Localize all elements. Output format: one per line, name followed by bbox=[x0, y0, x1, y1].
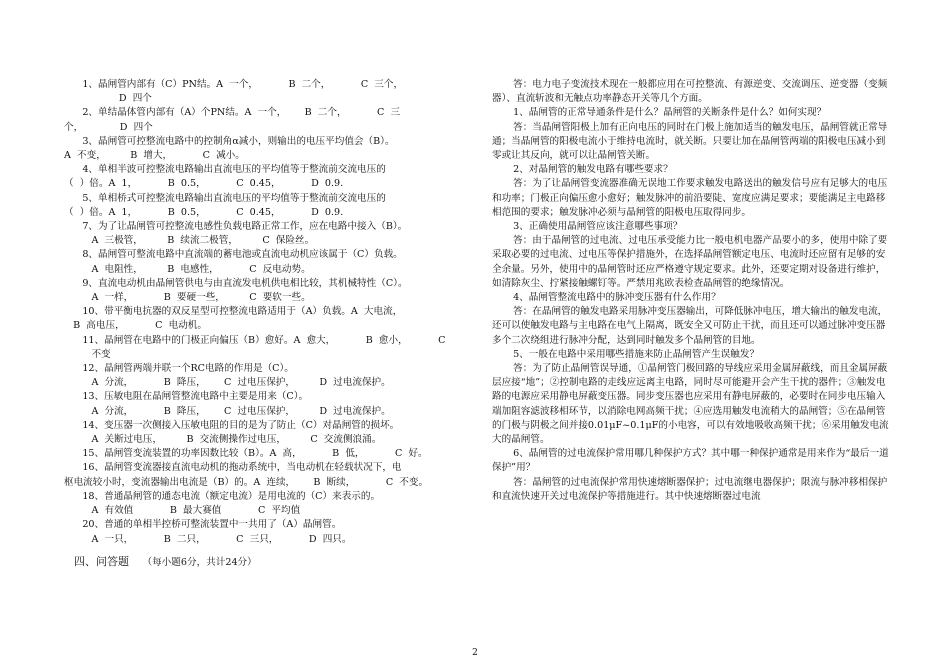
question-item: 3、晶闸管可控整流电路中的控制角α减小，则输出的电压平均值会（B）。 A 不变， B 增大， C 减小。 bbox=[64, 135, 395, 162]
answer-paragraph: 答：电力电子变流技术现在一般都应用在可控整流、有源逆变、交流调压、逆变器（变频器）、直流斩波和无触点功率静态开关等几个方面。 bbox=[492, 79, 888, 105]
question-item: 20、普通的单相半控桥可整流装置中一共用了（A）晶闸管。 A 一只， B 二只， C 三只， D 四只。 bbox=[82, 519, 352, 545]
question-item: 16、晶闸管变流器接直流电动机的拖动系统中，当电动机在轻载状况下，电 枢电流较小时，变流器输出电流是（B）的。A 连续， B 断续， C 不变。 bbox=[64, 462, 429, 488]
page-number: 2 bbox=[472, 648, 478, 658]
question-item: 4、单相半波可控整流电路输出直流电压的平均值等于整流前交流电压的 （ ）倍。A 1， B 0.5， C 0.45， D 0.9. bbox=[64, 164, 386, 190]
answer-paragraph: 答：当晶闸管阳极上加有正向电压的同时在门极上施加适当的触发电压，晶闸管就正常导通；当晶闸管的阳极电流小于维持电流时，就关断。只要让加在晶闸管两端的阳极电压减小到零或让其反向，就可以让晶闸管关断。 bbox=[492, 121, 888, 162]
question-paragraph: 6、晶闸管的过电流保护常用哪几种保护方式？其中哪一种保护通常是用来作为“最后一道保护”用？ bbox=[492, 448, 889, 474]
question-item: 9、直流电动机由晶闸管供电与由直流发电机供电相比较，其机械特性（C）。 A 一样， B 要硬一些， C 要软一些。 bbox=[82, 277, 408, 304]
answer-paragraph: 答：为了防止晶闸管误导通，①晶闸管门极回路的导线应采用金属屏蔽线，而且金属屏蔽层应接“地”；②控制电路的走线应远离主电路，同时尽可能避开会产生干扰的器件；③触发电路的电源应采用静电屏蔽变压器。同步变压器也应采用有静电屏蔽的，必要时在同步电压输入端加阻容滤波移相环节，以消除电网高频干扰；④应选用触发电流稍大的晶闸管；⑤在晶闸管的门极与阴极之间并接0.01μF~0.1μF的小电容，可以有效地吸收高频干扰；⑥采用触发电流大的晶闸管。 bbox=[492, 363, 889, 446]
section-heading bbox=[74, 555, 464, 570]
question-item: 8、晶闸管可整流电路中直流端的蓄电池或直流电动机应该属于（C）负载。 A 电阻性， B 电感性， C 反电动势。 bbox=[82, 249, 403, 275]
question-item: 13、压敏电阻在晶闸管整流电路中主要是用来（C）。 A 分流， B 降压， C 过电压保护， D 过电流保护。 bbox=[82, 391, 391, 417]
left-column bbox=[64, 78, 464, 570]
question-item: 12、晶闸管两端并联一个RC电路的作用是（C）。 A 分流， B 降压， C 过电压保护， D 过电流保护。 bbox=[82, 363, 391, 389]
question-item: 10、带平衡电抗器的双反星型可控整流电路适用于（A）负载。A 大电流， B 高电压， C 电动机。 bbox=[73, 306, 403, 332]
question-item: 11、晶闸管在电路中的门极正向偏压（B）愈好。A 愈大， B 愈小， C 不变 bbox=[82, 334, 446, 360]
question-item: 2、单结晶体管内部有（A）个PN结。A 一个， B 二个， C 三 个， D 四个 bbox=[64, 107, 401, 133]
question-item: 5、单相桥式可控整流电路输出直流电压的平均值等于整流前交流电压的 （ ）倍。A 1， B 0.5， C 0.45， D 0.9. bbox=[64, 192, 386, 218]
question-item: 1、晶闸管内部有（C）PN结。A 一个， B 二个， C 三个， D 四个 bbox=[82, 79, 404, 105]
section-note: （每小题6分，共计24分） bbox=[142, 556, 257, 568]
section-title: 四、问答题 bbox=[74, 554, 129, 568]
question-paragraph: 2、对晶闸管的触发电路有哪些要求？ bbox=[513, 164, 673, 176]
answer-paragraph: 答：在晶闸管的触发电路采用脉冲变压器输出，可降低脉冲电压，增大输出的触发电流，还可以使触发电路与主电路在电气上隔离，既安全又可防止干扰，而且还可以通过脉冲变压器多个二次绕组进行脉冲分配，达到同时触发多个晶闸管的目地。 bbox=[492, 306, 888, 346]
answer-paragraph: 答：为了让晶闸管变流器准确无误地工作要求触发电路送出的触发信号应有足够大的电压和功率；门极正向偏压愈小愈好；触发脉冲的前沿要陡、宽度应满足要求；要能满足主电路移相范围的要求；触发脉冲必须与晶闸管的阳极电压取得同步。 bbox=[492, 178, 888, 218]
answer-paragraph: 答：晶闸管的过电流保护常用快速熔断器保护；过电流继电器保护；限流与脉冲移相保护和直流快速开关过电流保护等措施进行。其中快速熔断器过电流 bbox=[492, 476, 888, 502]
question-item: 7、为了让晶闸管可控整流电感性负载电路正常工作，应在电路中接入（B）。 A 三极管， B 续流二极管， C 保险丝。 bbox=[82, 221, 408, 247]
question-paragraph: 5、一般在电路中采用哪些措施来防止晶闸管产生误触发？ bbox=[513, 348, 760, 360]
question-item: 15、晶闸管变流装置的功率因数比较（B）。A 高， B 低， C 好。 bbox=[64, 448, 428, 460]
question-paragraph: 4、晶闸管整流电路中的脉冲变压器有什么作用？ bbox=[513, 292, 721, 304]
question-paragraph: 1、晶闸管的正常导通条件是什么？晶闸管的关断条件是什么？如何实现？ bbox=[513, 107, 827, 119]
right-column bbox=[492, 78, 890, 504]
answer-paragraph: 答：由于晶闸管的过电流、过电压承受能力比一般电机电器产品要小的多，使用中除了要采取必要的过电流、过电压等保护措施外，在选择晶闸管额定电压、电流时还应留有足够的安全余量。另外，使用中的晶闸管时还应严格遵守规定要求。此外，还要定期对设备进行维护，如清除灰尘、拧紧接触螺钉等。严禁用兆欧表检查晶闸管的绝缘情况。 bbox=[492, 235, 888, 289]
question-item: 14、变压器一次侧接入压敏电阻的目的是为了防止（C）对晶闸管的损坏。 A 关断过电压， B 交流侧操作过电压， C 交流侧浪涌。 bbox=[82, 419, 400, 446]
question-paragraph: 3、正确使用晶闸管应该注意哪些事项？ bbox=[513, 221, 683, 233]
question-item: 18、普通晶闸管的通态电流（额定电流）是用电流的（C）来表示的。 A 有效值 B 最大赛值 C 平均值 bbox=[82, 490, 381, 517]
